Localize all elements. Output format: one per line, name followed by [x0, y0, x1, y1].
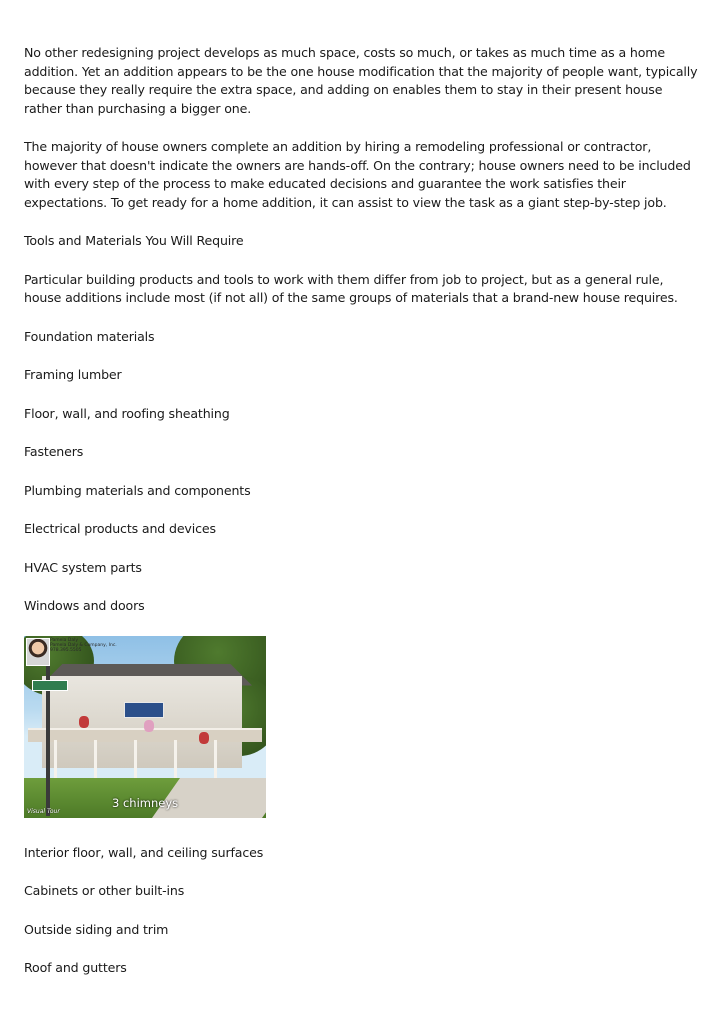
photo-credit: Pamela Daly Pamela Daly & Company, Inc. 978.395.5505 — [50, 637, 117, 653]
house-photo — [24, 636, 266, 818]
list-item: Foundation materials — [24, 328, 155, 344]
list-item: Cabinets or other built-ins — [24, 883, 185, 898]
list-item: HVAC system parts — [24, 559, 142, 575]
materials-paragraph: Particular building products and tools to work with them differ from job to project, but as a general rule, house additions include most (if not all) of the same groups of materials that a brand-new house requires. — [24, 271, 678, 305]
document-body — [24, 44, 700, 998]
photo-brand: Visual Tour — [27, 807, 60, 815]
list-item: Electrical products and devices — [24, 521, 216, 536]
list-item: Windows and doors — [24, 598, 145, 613]
list-item: Plumbing materials and components — [24, 482, 251, 498]
photo-caption: 3 chimneys — [112, 795, 179, 810]
list-item: Fasteners — [24, 444, 84, 459]
list-item: Roof and gutters — [24, 960, 127, 975]
list-item: Interior floor, wall, and ceiling surfaces — [24, 844, 264, 860]
agent-avatar — [26, 638, 50, 666]
section-heading-tools: Tools and Materials You Will Require — [24, 233, 244, 248]
list-item: Floor, wall, and roofing sheathing — [24, 405, 230, 421]
list-item: Framing lumber — [24, 367, 122, 382]
contractor-paragraph: The majority of house owners complete an addition by hiring a remodeling professional or contractor, however that doesn't indicate the owners are hands-off. On the contrary; house owners need to be included with every step of the process to make educated decisions and guarantee the work satisfies their expectations. To get ready for a home addition, it can assist to view the task as a giant step-by-step job. — [24, 139, 691, 210]
list-item: Outside siding and trim — [24, 921, 169, 937]
intro-paragraph: No other redesigning project develops as much space, costs so much, or takes as much time as a home addition. Yet an addition appears to be the one house modification that the majority of people want, typically because they really require the extra space, and adding on enables them to stay in their present house rather than purchasing a bigger one. — [24, 45, 698, 116]
street-sign — [32, 680, 68, 691]
